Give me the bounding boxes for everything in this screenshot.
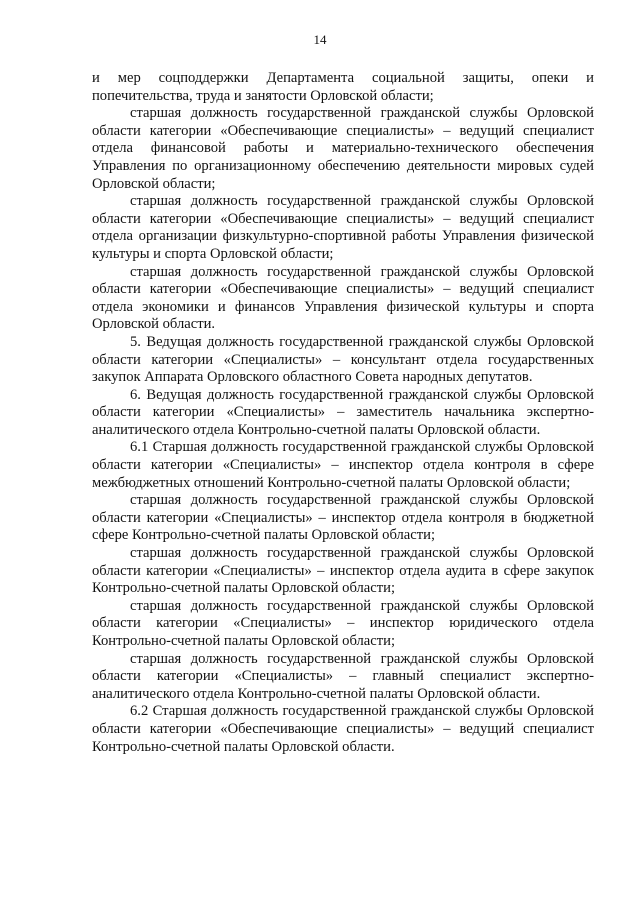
paragraph: старшая должность государственной гражданской службы Орловской области категории «Обеспечивающие специалисты» – ведущий специалист отдела финансовой работы и материально-технического обеспечения Управления по организационному обеспечению деятельности мировых судей Орловской области; (92, 105, 594, 192)
paragraph-continuation: и мер соцподдержки Департамента социальной защиты, опеки и попечительства, труда и занятости Орловской области; (92, 70, 594, 104)
paragraph: старшая должность государственной гражданской службы Орловской области категории «Специалисты» – инспектор отдела контроля в бюджетной сфере Контрольно-счетной палаты Орловской области; (92, 492, 594, 544)
paragraph-item-6: 6. Ведущая должность государственной гражданской службы Орловской области категории «Специалисты» – заместитель начальника экспертно-аналитического отдела Контрольно-счетной палаты Орловской области. (92, 386, 594, 438)
paragraph: старшая должность государственной гражданской службы Орловской области категории «Обеспечивающие специалисты» – ведущий специалист отдела организации физкультурно-спортивной работы Управления физической культуры и спорта Орловской области; (92, 193, 594, 262)
paragraph: старшая должность государственной гражданской службы Орловской области категории «Специалисты» – главный специалист экспертно-аналитического отдела Контрольно-счетной палаты Орловской области. (92, 650, 594, 702)
paragraph-item-6-1: 6.1 Старшая должность государственной гражданской службы Орловской области категории «Специалисты» – инспектор отдела контроля в сфере межбюджетных отношений Контрольно-счетной палаты Орловской области; (92, 439, 594, 491)
paragraph: старшая должность государственной гражданской службы Орловской области категории «Специалисты» – инспектор юридического отдела Контрольно-счетной палаты Орловской области; (92, 597, 594, 649)
paragraph: старшая должность государственной гражданской службы Орловской области категории «Обеспечивающие специалисты» – ведущий специалист отдела экономики и финансов Управления физической культуры и спорта Орловской области. (92, 263, 594, 333)
document-body (92, 70, 594, 756)
paragraph-item-6-2: 6.2 Старшая должность государственной гражданской службы Орловской области категории «Обеспечивающие специалисты» – ведущий специалист Контрольно-счетной палаты Орловской области. (92, 703, 594, 755)
paragraph: старшая должность государственной гражданской службы Орловской области категории «Специалисты» – инспектор отдела аудита в сфере закупок Контрольно-счетной палаты Орловской области; (92, 545, 594, 597)
page-number: 14 (313, 32, 327, 47)
paragraph-item-5: 5. Ведущая должность государственной гражданской службы Орловской области категории «Специалисты» – консультант отдела государственных закупок Аппарата Орловского областного Совета народных депутатов. (92, 333, 594, 386)
